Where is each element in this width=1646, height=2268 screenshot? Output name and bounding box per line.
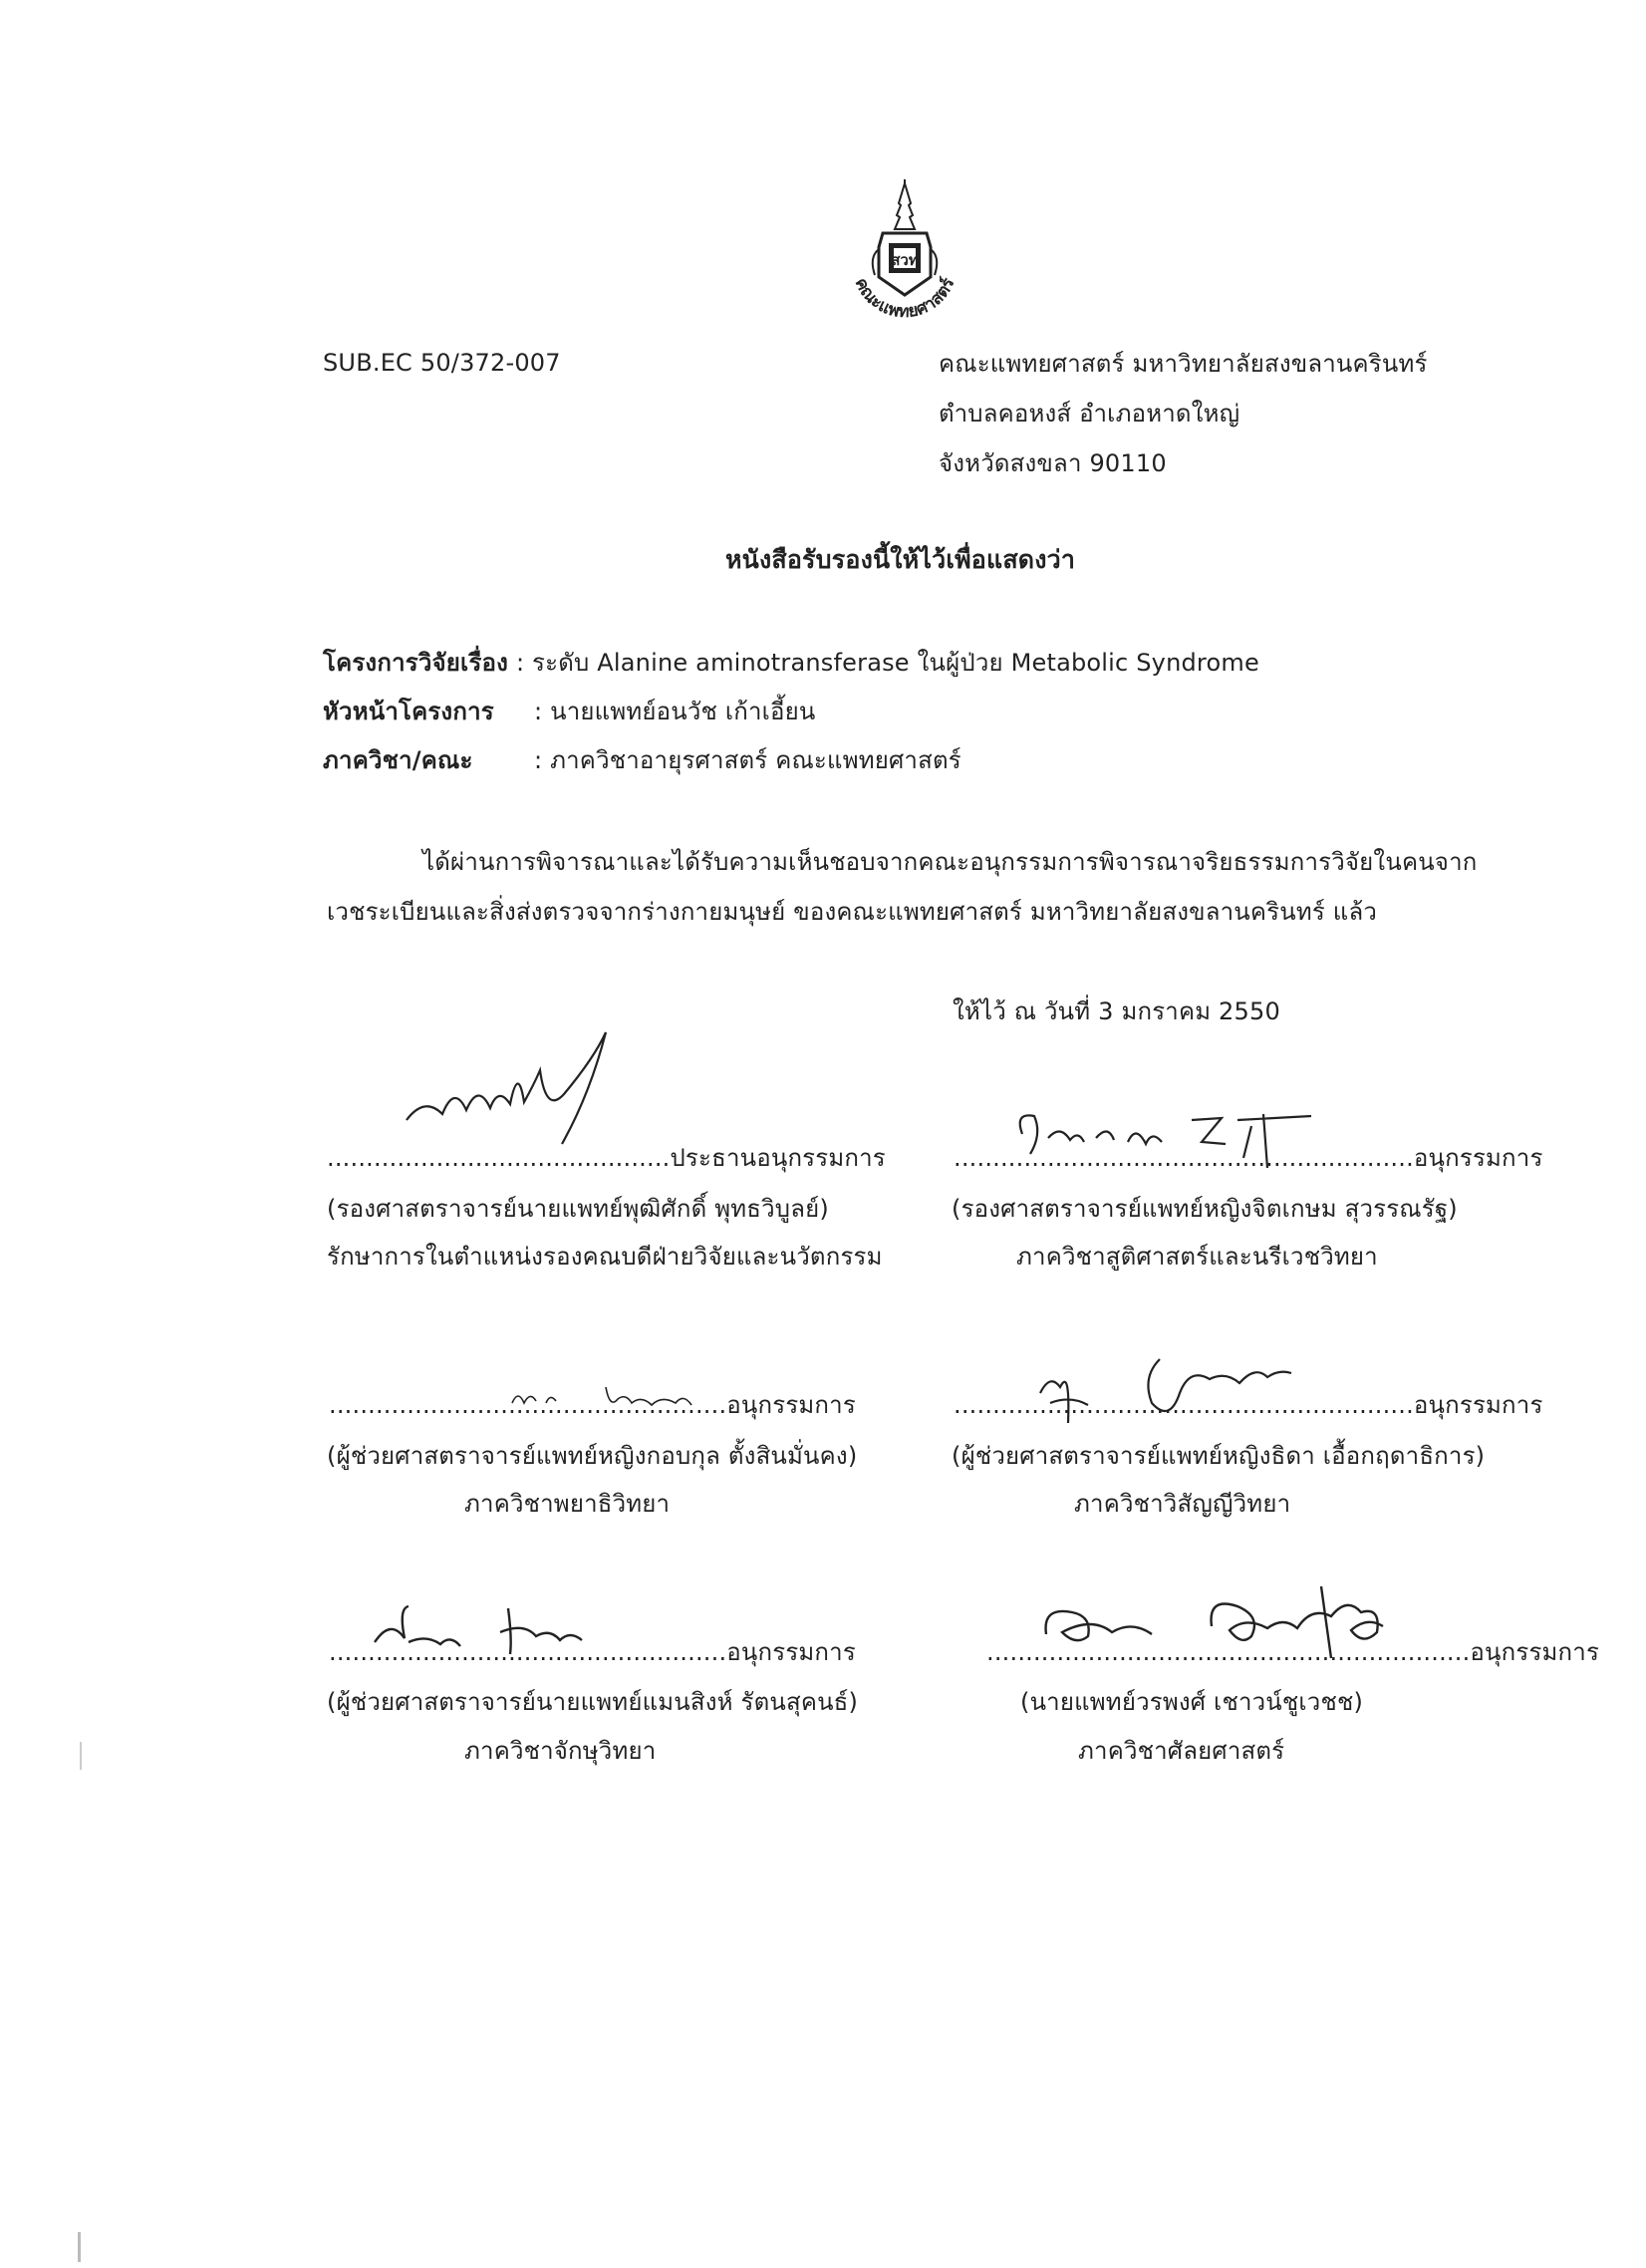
document-reference: SUB.EC 50/372-007 <box>323 349 561 377</box>
address-line-2: ตำบลคอหงส์ อำเภอหาดใหญ่ <box>939 400 1240 427</box>
dotted-line: ........................................................... <box>954 1144 1414 1172</box>
signatory-name-chair: (รองศาสตราจารย์นายแพทย์พุฒิศักดิ์ พุทธวิบูลย์) <box>327 1195 829 1223</box>
project-title-label: โครงการวิจัยเรื่อง <box>323 649 509 677</box>
body-line-1: ได้ผ่านการพิจารณาและได้รับความเห็นชอบจากคณะอนุกรรมการพิจารณาจริยธรรมการวิจัยในคนจาก <box>422 848 1478 876</box>
signature-line-member-1 <box>954 1143 1543 1173</box>
project-dept-label: ภาควิชา/คณะ <box>323 746 473 774</box>
dotted-line: .............................................................. <box>986 1638 1471 1666</box>
signature-line-member-4 <box>329 1637 856 1667</box>
role-label: ประธานอนุกรรมการ <box>670 1144 886 1172</box>
signature-line-chair <box>327 1143 886 1173</box>
signatory-dept-chair: รักษาการในตำแหน่งรองคณบดีฝ่ายวิจัยและนวัตกรรม <box>327 1243 883 1271</box>
signatory-dept-member-1: ภาควิชาสูติศาสตร์และนรีเวชวิทยา <box>1016 1243 1378 1271</box>
role-label: อนุกรรมการ <box>1413 1391 1543 1419</box>
faculty-seal <box>839 177 970 327</box>
scan-mark <box>80 1742 82 1770</box>
project-head-row <box>323 697 816 726</box>
dotted-line: ............................................ <box>327 1144 671 1172</box>
dotted-line: ........................................................... <box>954 1391 1414 1419</box>
dotted-line: ................................................... <box>329 1391 727 1419</box>
signatory-dept-member-2: ภาควิชาพยาธิวิทยา <box>464 1490 671 1518</box>
signatory-name-member-3: (ผู้ช่วยศาสตราจารย์แพทย์หญิงธิดา เอื้อกฤดาธิการ) <box>952 1442 1486 1470</box>
signature-line-member-2 <box>329 1390 856 1420</box>
role-label: อนุกรรมการ <box>726 1638 856 1666</box>
signature-chair <box>395 1024 634 1154</box>
body-line-2: เวชระเบียนและสิ่งส่งตรวจจากร่างกายมนุษย์ ของคณะแพทยศาสตร์ มหาวิทยาลัยสงขลานครินทร์ แล้ว <box>327 898 1378 926</box>
svg-text:สวท: สวท <box>891 251 919 269</box>
project-title-row <box>323 648 1259 678</box>
address-line-3: จังหวัดสงขลา 90110 <box>939 449 1167 477</box>
signature-line-member-3 <box>954 1390 1543 1420</box>
signatory-dept-member-3: ภาควิชาวิสัญญีวิทยา <box>1074 1490 1291 1518</box>
role-label: อนุกรรมการ <box>1413 1144 1543 1172</box>
signatory-name-member-1: (รองศาสตราจารย์แพทย์หญิงจิตเกษม สุวรรณรัฐ) <box>952 1195 1458 1223</box>
project-head-value: : นายแพทย์อนวัช เก้าเอี้ยน <box>534 698 816 725</box>
scan-mark <box>78 2232 81 2262</box>
issue-date: ให้ไว้ ณ วันที่ 3 มกราคม 2550 <box>953 997 1280 1025</box>
project-dept-row <box>323 745 961 775</box>
project-dept-value: : ภาควิชาอายุรศาสตร์ คณะแพทยศาสตร์ <box>534 746 961 774</box>
signatory-name-member-5: (นายแพทย์วรพงศ์ เชาวน์ชูเวชช) <box>1020 1688 1364 1716</box>
role-label: อนุกรรมการ <box>726 1391 856 1419</box>
signatory-name-member-2: (ผู้ช่วยศาสตราจารย์แพทย์หญิงกอบกุล ตั้งสินมั่นคง) <box>327 1442 858 1470</box>
signature-line-member-5 <box>986 1637 1599 1667</box>
project-title-value: : ระดับ Alanine aminotransferase ในผู้ป่วย Metabolic Syndrome <box>515 649 1259 677</box>
dotted-line: ................................................... <box>329 1638 727 1666</box>
certificate-title: หนังสือรับรองนี้ให้ไว้เพื่อแสดงว่า <box>725 545 1076 574</box>
project-head-label: หัวหน้าโครงการ <box>323 698 494 725</box>
signatory-name-member-4: (ผู้ช่วยศาสตราจารย์นายแพทย์แมนสิงห์ รัตนสุคนธ์) <box>327 1688 859 1716</box>
signatory-dept-member-4: ภาควิชาจักษุวิทยา <box>464 1737 657 1765</box>
signatory-dept-member-5: ภาควิชาศัลยศาสตร์ <box>1078 1737 1285 1765</box>
address-line-1: คณะแพทยศาสตร์ มหาวิทยาลัยสงขลานครินทร์ <box>939 350 1428 378</box>
svg-text:คณะแพทยศาสตร์: คณะแพทยศาสตร์ <box>850 274 960 323</box>
role-label: อนุกรรมการ <box>1470 1638 1600 1666</box>
